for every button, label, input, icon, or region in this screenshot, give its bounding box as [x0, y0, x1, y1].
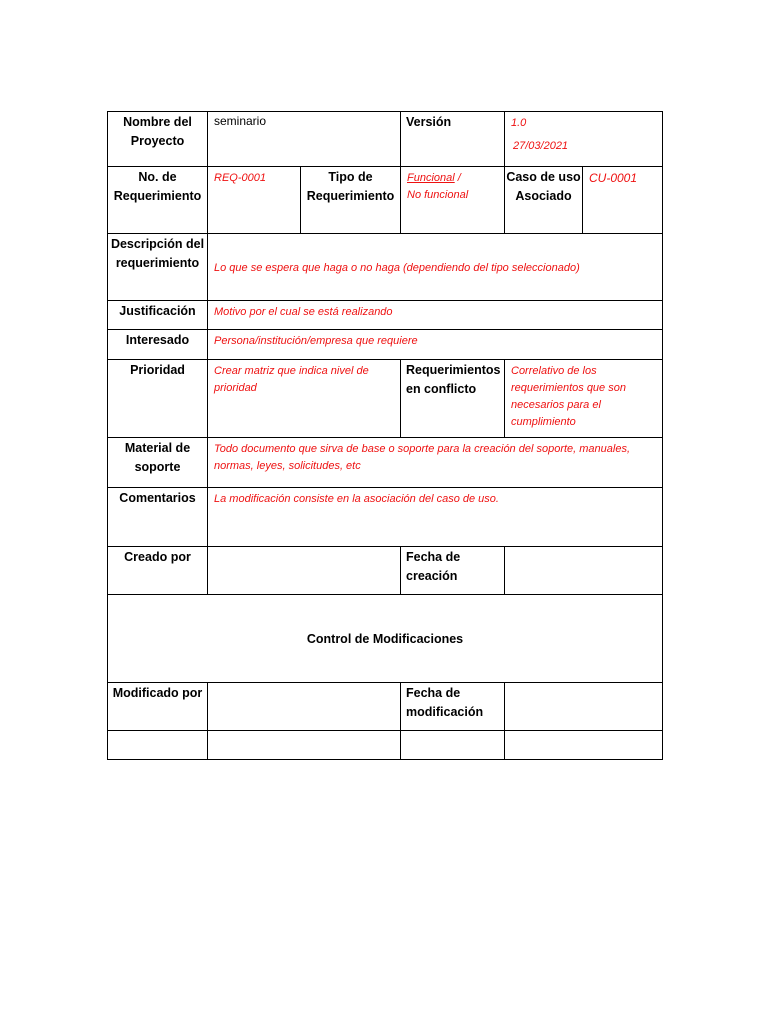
empty-cell	[505, 731, 663, 760]
description-value: Lo que se espera que haga o no haga (dependiendo del tipo seleccionado)	[208, 234, 663, 301]
empty-cell	[108, 731, 208, 760]
requirement-table	[107, 111, 663, 760]
requirement-form	[107, 111, 662, 761]
interested-label: Interesado	[108, 330, 208, 360]
comments-row	[108, 488, 663, 547]
requirement-type-label: Tipo de Requerimiento	[301, 167, 401, 234]
priority-label: Prioridad	[108, 360, 208, 438]
support-row	[108, 438, 663, 488]
created-row	[108, 547, 663, 595]
modified-by-value	[208, 683, 401, 731]
priority-value: Crear matriz que indica nivel de prioridad	[208, 360, 401, 438]
justification-value: Motivo por el cual se está realizando	[208, 301, 663, 330]
description-row	[108, 234, 663, 301]
empty-row	[108, 731, 663, 760]
requirement-type-value	[401, 167, 505, 234]
requirement-row	[108, 167, 663, 234]
justification-row	[108, 301, 663, 330]
modified-row	[108, 683, 663, 731]
interested-value: Persona/institución/empresa que requiere	[208, 330, 663, 360]
type-nonfunctional: No funcional	[407, 189, 469, 201]
support-label: Material de soporte	[108, 438, 208, 488]
created-date-label: Fecha de creación	[401, 547, 505, 595]
modifications-title-row	[108, 595, 663, 683]
comments-value: La modificación consiste en la asociación del caso de uso.	[208, 488, 663, 547]
date-value: 27/03/2021	[513, 140, 569, 152]
comments-label: Comentarios	[108, 488, 208, 547]
requirement-number-value: REQ-0001	[208, 167, 301, 234]
usecase-value: CU-0001	[583, 167, 663, 234]
justification-label: Justificación	[108, 301, 208, 330]
empty-cell	[401, 731, 505, 760]
interested-row	[108, 330, 663, 360]
priority-row	[108, 360, 663, 438]
conflict-label: Requerimientos en conflicto	[401, 360, 505, 438]
project-name-label: Nombre del Proyecto	[108, 112, 208, 167]
usecase-label: Caso de uso Asociado	[505, 167, 583, 234]
empty-cell	[208, 731, 401, 760]
conflict-value: Correlativo de los requerimientos que son necesarios para el cumplimiento	[505, 360, 663, 438]
created-by-label: Creado por	[108, 547, 208, 595]
type-separator: /	[454, 172, 461, 184]
modified-by-label: Modificado por	[108, 683, 208, 731]
project-row	[108, 112, 663, 167]
version-label: Versión	[401, 112, 505, 167]
created-date-value	[505, 547, 663, 595]
modified-date-label: Fecha de modificación	[401, 683, 505, 731]
version-cell	[505, 112, 663, 167]
project-name-value: seminario	[208, 112, 401, 167]
modifications-title: Control de Modificaciones	[108, 595, 663, 683]
support-value: Todo documento que sirva de base o soporte para la creación del soporte, manuales, normas, leyes, solicitudes, etc	[208, 438, 663, 488]
description-label: Descripción del requerimiento	[108, 234, 208, 301]
requirement-number-label: No. de Requerimiento	[108, 167, 208, 234]
modified-date-value	[505, 683, 663, 731]
version-value: 1.0	[511, 117, 527, 129]
type-functional: Funcional	[407, 172, 455, 184]
created-by-value	[208, 547, 401, 595]
